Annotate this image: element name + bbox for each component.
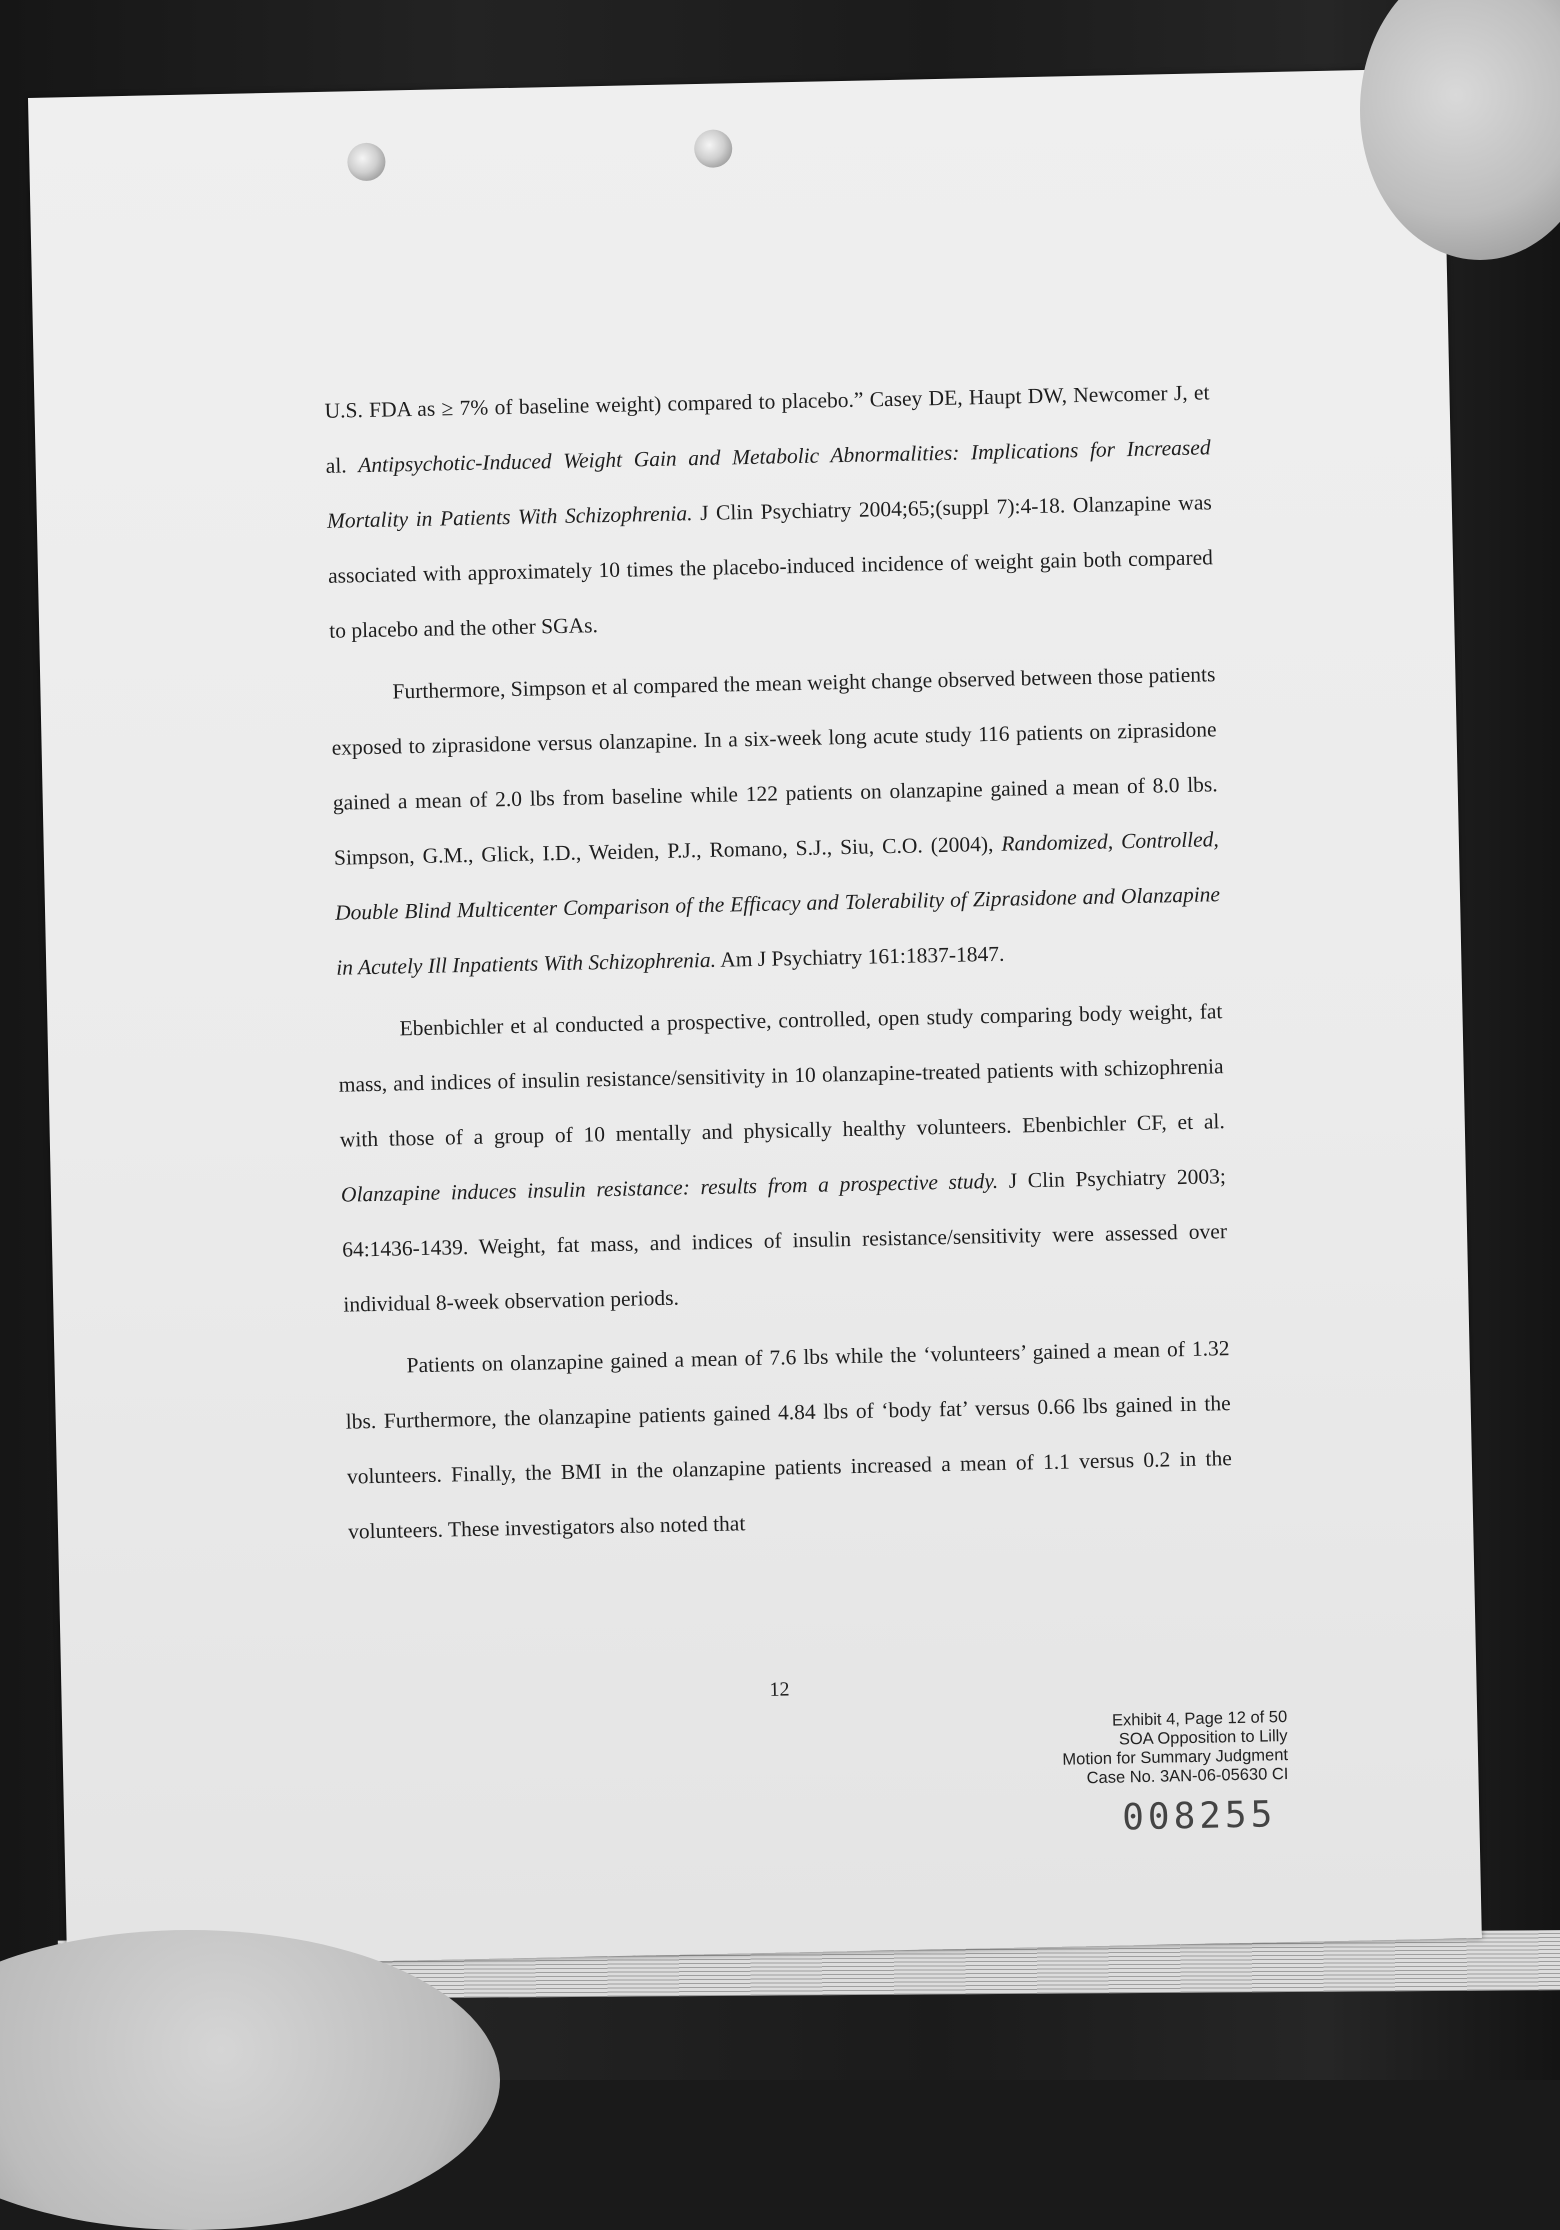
punch-hole-right <box>694 129 733 168</box>
paragraph <box>337 984 1229 1332</box>
text-run: Ebenbichler et al conducted a prospective, controlled, open study comparing body weight, fat mass, and indices of insulin resistance/sensitivity in 10 olanzapine-treated patients with schizophrenia with those of a group of 10 mentally and physically healthy volunteers. Ebenbichler CF, et al. <box>338 999 1225 1152</box>
exhibit-line: Motion for Summary Judgment <box>1062 1745 1289 1769</box>
paragraph <box>330 647 1222 995</box>
paragraph <box>324 365 1215 658</box>
paragraph <box>344 1321 1233 1559</box>
text-run: Am J Psychiatry 161:1837-1847. <box>715 941 1005 972</box>
text-run: Patients on olanzapine gained a mean of 7.6 lbs while the ‘volunteers’ gained a mean of 1.32 lbs. Furthermore, the olanzapine patients gained 4.84 lbs of ‘body fat’ versus 0.66 lbs gained in the volunteers. Finally, the BMI in the olanzapine patients increased a mean of 1.1 versus 0.2 in the volunteers. These investigators also noted that <box>345 1336 1232 1544</box>
document-page <box>28 68 1482 1967</box>
citation-title: Antipsychotic-Induced Weight Gain and Metabolic Abnormalities: Implications for Increased Mortality in Patients With Schizophrenia. <box>326 435 1211 533</box>
citation-title: Randomized, Controlled, Double Blind Multicenter Comparison of the Efficacy and Tolerability of Ziprasidone and Olanzapine in Acutely Ill Inpatients With Schizophrenia. <box>334 827 1221 980</box>
exhibit-line: SOA Opposition to Lilly <box>1118 1726 1288 1749</box>
exhibit-line: Case No. 3AN-06-05630 CI <box>1086 1764 1289 1788</box>
punch-hole-left <box>347 143 386 182</box>
exhibit-line: Exhibit 4, Page 12 of 50 <box>1111 1707 1288 1730</box>
citation-title: Olanzapine induces insulin resistance: results from a prospective study. <box>340 1168 999 1207</box>
bates-number: 008255 <box>1121 1794 1277 1839</box>
text-run: J Clin Psychiatry 2004;65;(suppl 7):4-18. Olanzapine was associated with approximately 10 times the placebo-induced incidence of weight gain both compared to placebo and the other SGAs. <box>327 490 1214 643</box>
body-text <box>324 365 1233 1559</box>
text-run: J Clin Psychiatry 2003; 64:1436-1439. Weight, fat mass, and indices of insulin resistance/sensitivity were assessed over individual 8-week observation periods. <box>341 1164 1228 1317</box>
page-number: 12 <box>769 1678 790 1701</box>
exhibit-label <box>962 1708 1289 1791</box>
text-run: Furthermore, Simpson et al compared the mean weight change observed between those patients exposed to ziprasidone versus olanzapine. In a six-week long acute study 116 patients on ziprasidone gained a mean of 2.0 lbs from baseline while 122 patients on olanzapine gained a mean of 8.0 lbs. Simpson, G.M., Glick, I.D., Weiden, P.J., Romano, S.J., Siu, C.O. (2004), <box>331 662 1218 870</box>
text-run: U.S. FDA as ≥ 7% of baseline weight) compared to placebo.” Casey DE, Haupt DW, Newcomer J, et al. <box>324 380 1210 478</box>
